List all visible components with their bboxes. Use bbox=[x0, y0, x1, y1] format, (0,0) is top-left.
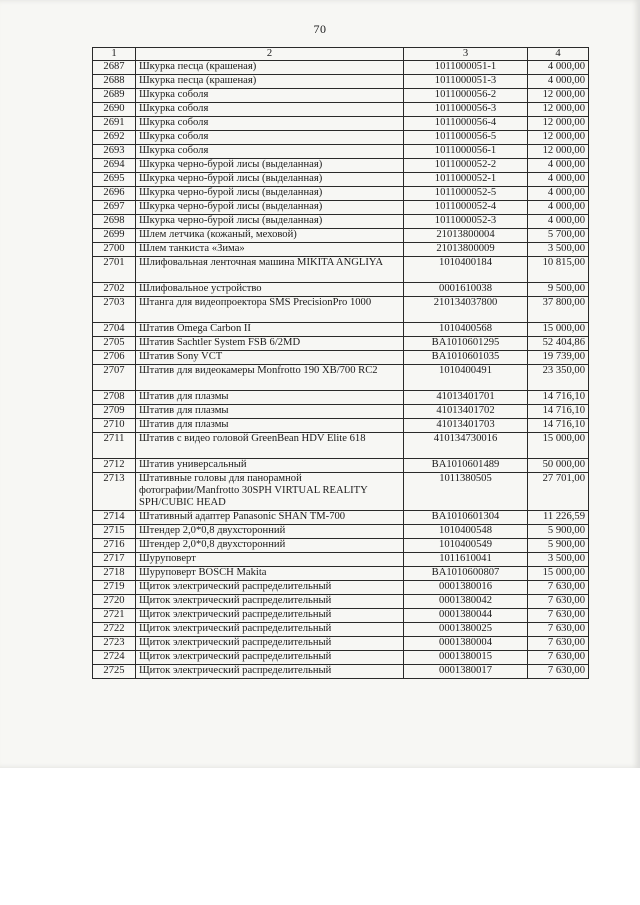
item-price: 52 404,86 bbox=[528, 337, 589, 351]
item-name: Штендер 2,0*0,8 двухсторонний bbox=[136, 539, 404, 553]
inventory-code: 1010400568 bbox=[404, 323, 528, 337]
inventory-code: 410134730016 bbox=[404, 433, 528, 459]
item-price: 15 000,00 bbox=[528, 323, 589, 337]
item-name: Штендер 2,0*0,8 двухсторонний bbox=[136, 525, 404, 539]
item-name: Шкурка черно-бурой лисы (выделанная) bbox=[136, 201, 404, 215]
row-number: 2699 bbox=[93, 229, 136, 243]
row-number: 2691 bbox=[93, 117, 136, 131]
item-name: Шкурка соболя bbox=[136, 117, 404, 131]
item-name: Штатив для плазмы bbox=[136, 419, 404, 433]
row-number: 2713 bbox=[93, 473, 136, 511]
table-row bbox=[93, 117, 589, 131]
inventory-code: BA1010600807 bbox=[404, 567, 528, 581]
item-price: 12 000,00 bbox=[528, 89, 589, 103]
column-header-name: 2 bbox=[136, 48, 404, 61]
inventory-code: 0001380015 bbox=[404, 651, 528, 665]
item-price: 37 800,00 bbox=[528, 297, 589, 323]
inventory-code: 21013800009 bbox=[404, 243, 528, 257]
table-row bbox=[93, 243, 589, 257]
inventory-code: 0001610038 bbox=[404, 283, 528, 297]
table-row bbox=[93, 75, 589, 89]
inventory-code: 1010400184 bbox=[404, 257, 528, 283]
item-price: 7 630,00 bbox=[528, 637, 589, 651]
inventory-code: 1011000056-3 bbox=[404, 103, 528, 117]
item-name: Щиток электрический распределительный bbox=[136, 651, 404, 665]
inventory-code: 0001380042 bbox=[404, 595, 528, 609]
row-number: 2715 bbox=[93, 525, 136, 539]
inventory-code: 1011380505 bbox=[404, 473, 528, 511]
item-price: 12 000,00 bbox=[528, 145, 589, 159]
item-name: Шкурка черно-бурой лисы (выделанная) bbox=[136, 159, 404, 173]
item-price: 27 701,00 bbox=[528, 473, 589, 511]
item-name: Штатив универсальный bbox=[136, 459, 404, 473]
table-body bbox=[93, 61, 589, 679]
item-price: 12 000,00 bbox=[528, 117, 589, 131]
item-price: 9 500,00 bbox=[528, 283, 589, 297]
item-price: 11 226,59 bbox=[528, 511, 589, 525]
row-number: 2694 bbox=[93, 159, 136, 173]
inventory-code: 41013401701 bbox=[404, 391, 528, 405]
table-row bbox=[93, 595, 589, 609]
row-number: 2697 bbox=[93, 201, 136, 215]
table-row bbox=[93, 473, 589, 511]
inventory-code: 1011000056-1 bbox=[404, 145, 528, 159]
item-name: Шлифовальная ленточная машина MIKITA ANGLIYA bbox=[136, 257, 404, 283]
row-number: 2688 bbox=[93, 75, 136, 89]
row-number: 2700 bbox=[93, 243, 136, 257]
item-name: Шуруповерт BOSCH Makita bbox=[136, 567, 404, 581]
item-price: 4 000,00 bbox=[528, 173, 589, 187]
inventory-code: 1011610041 bbox=[404, 553, 528, 567]
table-row bbox=[93, 567, 589, 581]
table-row bbox=[93, 525, 589, 539]
row-number: 2690 bbox=[93, 103, 136, 117]
item-name: Шкурка соболя bbox=[136, 89, 404, 103]
row-number: 2718 bbox=[93, 567, 136, 581]
inventory-code: 1011000056-4 bbox=[404, 117, 528, 131]
row-number: 2724 bbox=[93, 651, 136, 665]
table-row bbox=[93, 323, 589, 337]
table-row bbox=[93, 145, 589, 159]
inventory-code: 0001380044 bbox=[404, 609, 528, 623]
inventory-code: 1011000051-1 bbox=[404, 61, 528, 75]
item-price: 14 716,10 bbox=[528, 405, 589, 419]
table-row bbox=[93, 623, 589, 637]
item-price: 3 500,00 bbox=[528, 243, 589, 257]
item-price: 14 716,10 bbox=[528, 391, 589, 405]
item-name: Шкурка песца (крашеная) bbox=[136, 61, 404, 75]
table-row bbox=[93, 581, 589, 595]
inventory-code: 1010400549 bbox=[404, 539, 528, 553]
item-price: 7 630,00 bbox=[528, 581, 589, 595]
item-name: Щиток электрический распределительный bbox=[136, 595, 404, 609]
item-price: 4 000,00 bbox=[528, 201, 589, 215]
item-name: Шлифовальное устройство bbox=[136, 283, 404, 297]
item-price: 15 000,00 bbox=[528, 433, 589, 459]
inventory-code: BA1010601489 bbox=[404, 459, 528, 473]
table-row bbox=[93, 89, 589, 103]
table-row bbox=[93, 651, 589, 665]
inventory-code: 1011000051-3 bbox=[404, 75, 528, 89]
item-name: Штанга для видеопроектора SMS PrecisionPro 1000 bbox=[136, 297, 404, 323]
item-name: Штатив Omega Carbon II bbox=[136, 323, 404, 337]
item-price: 23 350,00 bbox=[528, 365, 589, 391]
table-row bbox=[93, 159, 589, 173]
inventory-code: 0001380017 bbox=[404, 665, 528, 679]
item-price: 5 900,00 bbox=[528, 539, 589, 553]
item-name: Штатив Sony VCT bbox=[136, 351, 404, 365]
table-row bbox=[93, 131, 589, 145]
row-number: 2707 bbox=[93, 365, 136, 391]
item-name: Шкурка черно-бурой лисы (выделанная) bbox=[136, 215, 404, 229]
row-number: 2709 bbox=[93, 405, 136, 419]
item-name: Шуруповерт bbox=[136, 553, 404, 567]
row-number: 2703 bbox=[93, 297, 136, 323]
table-row bbox=[93, 511, 589, 525]
row-number: 2693 bbox=[93, 145, 136, 159]
item-price: 12 000,00 bbox=[528, 131, 589, 145]
page-number: 70 bbox=[313, 22, 327, 36]
row-number: 2692 bbox=[93, 131, 136, 145]
row-number: 2706 bbox=[93, 351, 136, 365]
table-row bbox=[93, 297, 589, 323]
row-number: 2687 bbox=[93, 61, 136, 75]
row-number: 2708 bbox=[93, 391, 136, 405]
item-name: Щиток электрический распределительный bbox=[136, 609, 404, 623]
row-number: 2719 bbox=[93, 581, 136, 595]
item-price: 3 500,00 bbox=[528, 553, 589, 567]
table-row bbox=[93, 419, 589, 433]
item-name: Шкурка черно-бурой лисы (выделанная) bbox=[136, 173, 404, 187]
inventory-table bbox=[92, 47, 589, 679]
item-name: Штативный адаптер Panasonic SHAN TM-700 bbox=[136, 511, 404, 525]
table-row bbox=[93, 173, 589, 187]
item-name: Шлем танкиста «Зима» bbox=[136, 243, 404, 257]
item-price: 5 700,00 bbox=[528, 229, 589, 243]
item-name: Щиток электрический распределительный bbox=[136, 665, 404, 679]
table-row bbox=[93, 459, 589, 473]
row-number: 2705 bbox=[93, 337, 136, 351]
item-name: Штатив для плазмы bbox=[136, 391, 404, 405]
column-header-price: 4 bbox=[528, 48, 589, 61]
row-number: 2725 bbox=[93, 665, 136, 679]
item-name: Шкурка черно-бурой лисы (выделанная) bbox=[136, 187, 404, 201]
inventory-code: BA1010601295 bbox=[404, 337, 528, 351]
table-row bbox=[93, 405, 589, 419]
table-row bbox=[93, 665, 589, 679]
item-price: 4 000,00 bbox=[528, 215, 589, 229]
row-number: 2710 bbox=[93, 419, 136, 433]
item-price: 12 000,00 bbox=[528, 103, 589, 117]
item-price: 14 716,10 bbox=[528, 419, 589, 433]
inventory-code: 1010400548 bbox=[404, 525, 528, 539]
item-price: 4 000,00 bbox=[528, 159, 589, 173]
row-number: 2704 bbox=[93, 323, 136, 337]
row-number: 2701 bbox=[93, 257, 136, 283]
item-name: Шкурка соболя bbox=[136, 131, 404, 145]
item-price: 10 815,00 bbox=[528, 257, 589, 283]
inventory-code: 1011000052-1 bbox=[404, 173, 528, 187]
item-name: Штатив с видео головой GreenBean HDV Elite 618 bbox=[136, 433, 404, 459]
table-row bbox=[93, 215, 589, 229]
row-number: 2695 bbox=[93, 173, 136, 187]
item-price: 7 630,00 bbox=[528, 665, 589, 679]
item-price: 7 630,00 bbox=[528, 609, 589, 623]
inventory-code: 210134037800 bbox=[404, 297, 528, 323]
row-number: 2717 bbox=[93, 553, 136, 567]
table-row bbox=[93, 229, 589, 243]
table-row bbox=[93, 433, 589, 459]
item-name: Щиток электрический распределительный bbox=[136, 623, 404, 637]
row-number: 2721 bbox=[93, 609, 136, 623]
item-price: 7 630,00 bbox=[528, 595, 589, 609]
table-row bbox=[93, 351, 589, 365]
table-row bbox=[93, 103, 589, 117]
row-number: 2711 bbox=[93, 433, 136, 459]
row-number: 2720 bbox=[93, 595, 136, 609]
table-header bbox=[93, 48, 589, 61]
row-number: 2698 bbox=[93, 215, 136, 229]
item-price: 7 630,00 bbox=[528, 651, 589, 665]
item-name: Штатив для плазмы bbox=[136, 405, 404, 419]
item-price: 5 900,00 bbox=[528, 525, 589, 539]
table-row bbox=[93, 61, 589, 75]
item-price: 4 000,00 bbox=[528, 187, 589, 201]
item-name: Штатив Sachtler System FSB 6/2MD bbox=[136, 337, 404, 351]
item-name: Шкурка соболя bbox=[136, 103, 404, 117]
inventory-code: 1011000052-3 bbox=[404, 215, 528, 229]
inventory-code: 1011000056-2 bbox=[404, 89, 528, 103]
table-row bbox=[93, 283, 589, 297]
row-number: 2712 bbox=[93, 459, 136, 473]
table-row bbox=[93, 201, 589, 215]
table-row bbox=[93, 365, 589, 391]
item-price: 4 000,00 bbox=[528, 61, 589, 75]
item-price: 15 000,00 bbox=[528, 567, 589, 581]
row-number: 2702 bbox=[93, 283, 136, 297]
inventory-code: 0001380025 bbox=[404, 623, 528, 637]
inventory-code: 41013401702 bbox=[404, 405, 528, 419]
item-name: Шкурка песца (крашеная) bbox=[136, 75, 404, 89]
table-row bbox=[93, 391, 589, 405]
item-price: 50 000,00 bbox=[528, 459, 589, 473]
row-number: 2696 bbox=[93, 187, 136, 201]
column-header-index: 1 bbox=[93, 48, 136, 61]
row-number: 2722 bbox=[93, 623, 136, 637]
table-row bbox=[93, 609, 589, 623]
item-name: Штативные головы для панорамной фотографии/Manfrotto 30SPH VIRTUAL REALITY SPH/CUBIC HEAD bbox=[136, 473, 404, 511]
row-number: 2714 bbox=[93, 511, 136, 525]
item-price: 19 739,00 bbox=[528, 351, 589, 365]
table-row bbox=[93, 637, 589, 651]
item-name: Штатив для видеокамеры Monfrotto 190 XB/700 RC2 bbox=[136, 365, 404, 391]
table-row bbox=[93, 539, 589, 553]
inventory-code: 0001380004 bbox=[404, 637, 528, 651]
item-name: Шлем летчика (кожаный, меховой) bbox=[136, 229, 404, 243]
inventory-code: 1011000052-2 bbox=[404, 159, 528, 173]
inventory-code: 41013401703 bbox=[404, 419, 528, 433]
table-row bbox=[93, 553, 589, 567]
item-name: Щиток электрический распределительный bbox=[136, 581, 404, 595]
inventory-code: 21013800004 bbox=[404, 229, 528, 243]
item-name: Щиток электрический распределительный bbox=[136, 637, 404, 651]
inventory-code: 1010400491 bbox=[404, 365, 528, 391]
table-row bbox=[93, 257, 589, 283]
item-price: 4 000,00 bbox=[528, 75, 589, 89]
item-price: 7 630,00 bbox=[528, 623, 589, 637]
row-number: 2689 bbox=[93, 89, 136, 103]
header-row bbox=[93, 48, 589, 61]
inventory-code: 1011000056-5 bbox=[404, 131, 528, 145]
inventory-code: BA1010601304 bbox=[404, 511, 528, 525]
row-number: 2716 bbox=[93, 539, 136, 553]
inventory-code: 0001380016 bbox=[404, 581, 528, 595]
table-row bbox=[93, 337, 589, 351]
blank-area bbox=[0, 768, 640, 905]
inventory-code: BA1010601035 bbox=[404, 351, 528, 365]
column-header-code: 3 bbox=[404, 48, 528, 61]
inventory-code: 1011000052-5 bbox=[404, 187, 528, 201]
item-name: Шкурка соболя bbox=[136, 145, 404, 159]
row-number: 2723 bbox=[93, 637, 136, 651]
inventory-code: 1011000052-4 bbox=[404, 201, 528, 215]
table-row bbox=[93, 187, 589, 201]
